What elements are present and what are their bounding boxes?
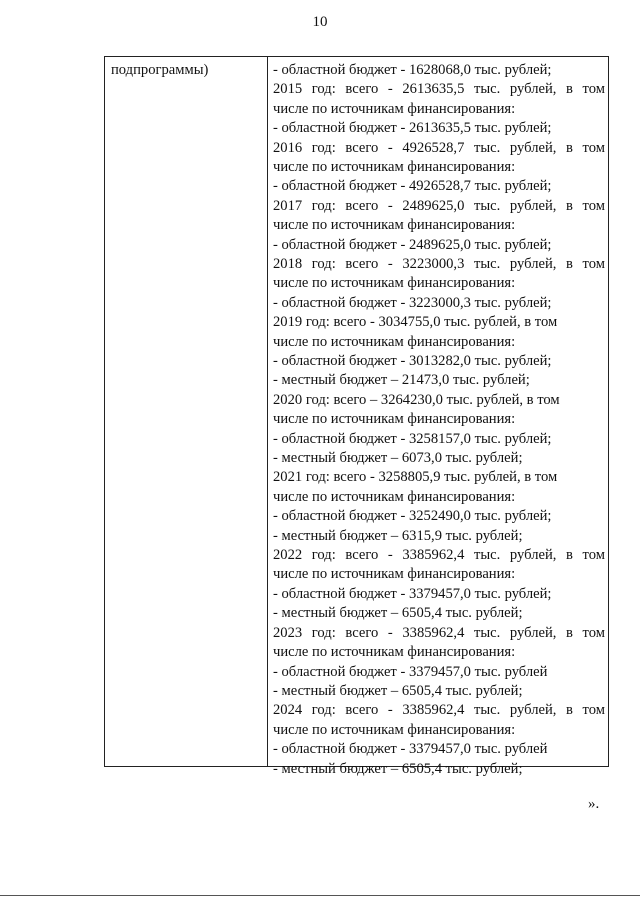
financing-line: числе по источникам финансирования: xyxy=(273,159,516,175)
table-left-cell: подпрограммы) xyxy=(111,62,209,78)
column-divider xyxy=(267,57,268,766)
table-right-cell xyxy=(273,61,605,779)
financing-line: - областной бюджет - 3379457,0 тыс. рублей xyxy=(273,741,548,758)
page-number: 10 xyxy=(312,14,328,30)
financing-line: 2015 год: всего - 2613635,5 тыс. рублей, в том xyxy=(273,81,605,98)
financing-line: числе по источникам финансирования: xyxy=(273,333,516,350)
financing-line: - местный бюджет – 6505,4 тыс. рублей; xyxy=(273,760,523,777)
financing-line: 2017 год: всего - 2489625,0 тыс. рублей, в том xyxy=(273,197,605,214)
financing-line: - местный бюджет – 6505,4 тыс. рублей; xyxy=(273,605,523,622)
financing-table xyxy=(104,56,609,777)
financing-line: числе по источникам финансирования: xyxy=(273,644,516,661)
financing-line: 2022 год: всего - 3385962,4 тыс. рублей, в том xyxy=(273,547,605,564)
financing-line: - областной бюджет - 4926528,7 тыс. рублей; xyxy=(273,178,552,195)
financing-line: - областной бюджет - 2613635,5 тыс. рублей; xyxy=(273,120,552,137)
financing-line: - областной бюджет - 2489625,0 тыс. рублей; xyxy=(273,236,552,253)
financing-line: - областной бюджет - 3252490,0 тыс. рублей; xyxy=(273,508,552,525)
financing-line: 2020 год: всего – 3264230,0 тыс. рублей, в том xyxy=(273,391,560,408)
closing-quote-mark: ». xyxy=(588,796,600,812)
financing-line: - областной бюджет - 3013282,0 тыс. рублей; xyxy=(273,353,552,370)
financing-line: - местный бюджет – 6315,9 тыс. рублей; xyxy=(273,527,523,544)
financing-line: - местный бюджет – 6073,0 тыс. рублей; xyxy=(273,450,523,467)
financing-line: - местный бюджет – 6505,4 тыс. рублей; xyxy=(273,682,523,699)
financing-line: числе по источникам финансирования: xyxy=(273,100,516,117)
financing-line: 2021 год: всего - 3258805,9 тыс. рублей, в том xyxy=(273,469,558,486)
financing-line: - областной бюджет - 1628068,0 тыс. рублей; xyxy=(273,62,552,78)
footer-rule xyxy=(0,895,640,896)
financing-line: 2023 год: всего - 3385962,4 тыс. рублей, в том xyxy=(273,624,605,641)
financing-line: - областной бюджет - 3379457,0 тыс. рублей xyxy=(273,663,548,680)
financing-line: - областной бюджет - 3379457,0 тыс. рублей; xyxy=(273,585,552,602)
financing-line: 2024 год: всего - 3385962,4 тыс. рублей, в том xyxy=(273,702,605,719)
financing-line: - местный бюджет – 21473,0 тыс. рублей; xyxy=(273,372,530,389)
financing-line: 2018 год: всего - 3223000,3 тыс. рублей, в том xyxy=(273,256,605,273)
financing-line: числе по источникам финансирования: xyxy=(273,488,516,505)
financing-line: числе по источникам финансирования: xyxy=(273,217,516,234)
financing-line: числе по источникам финансирования: xyxy=(273,721,516,738)
financing-line: числе по источникам финансирования: xyxy=(273,566,516,583)
financing-line: числе по источникам финансирования: xyxy=(273,275,516,292)
financing-line: - областной бюджет - 3258157,0 тыс. рублей; xyxy=(273,430,552,447)
financing-line: 2019 год: всего - 3034755,0 тыс. рублей, в том xyxy=(273,314,558,331)
financing-line: числе по источникам финансирования: xyxy=(273,411,516,428)
financing-line: - областной бюджет - 3223000,3 тыс. рублей; xyxy=(273,294,552,311)
financing-line: 2016 год: всего - 4926528,7 тыс. рублей, в том xyxy=(273,139,605,156)
